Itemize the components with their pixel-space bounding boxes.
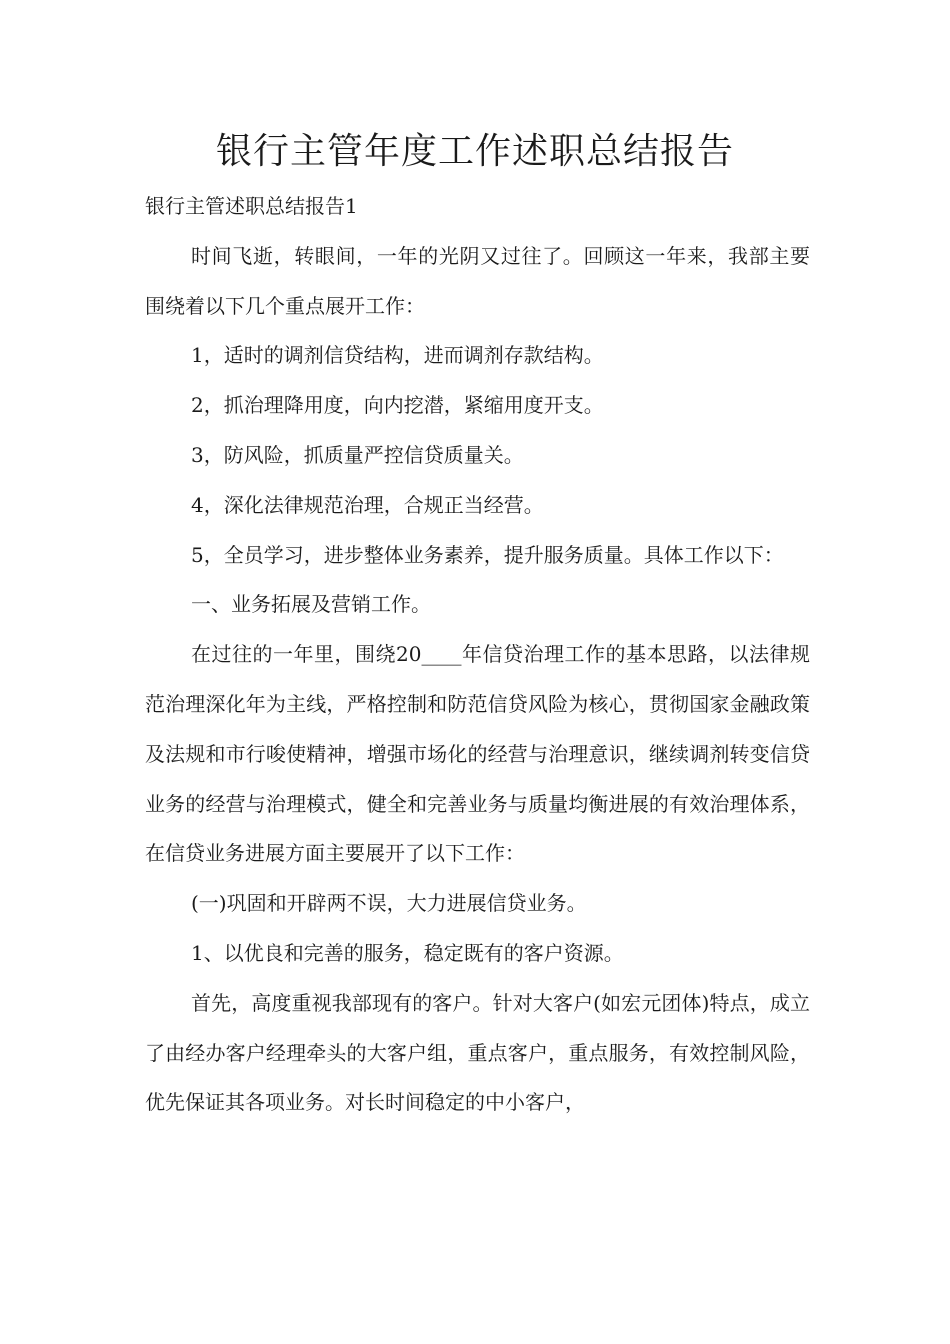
subsection-heading: (一)巩固和开辟两不误，大力进展信贷业务。 bbox=[191, 891, 587, 916]
paragraph: 首先，高度重视我部现有的客户。针对大客户(如宏元团体)特点，成立了由经办客户经理牵头的大客户组，重点客户，重点服务，有效控制风险，优先保证其各项业务。对长时间稳定的中小客户， bbox=[145, 990, 810, 1115]
document-body bbox=[145, 182, 810, 1128]
paragraph: 1，适时的调剂信贷结构，进而调剂存款结构。 bbox=[191, 343, 604, 368]
document-subtitle: 银行主管述职总结报告1 bbox=[145, 194, 358, 218]
paragraph: 1、以优良和完善的服务，稳定既有的客户资源。 bbox=[191, 940, 624, 965]
section-heading: 一、业务拓展及营销工作。 bbox=[191, 592, 431, 617]
paragraph: 4，深化法律规范治理，合规正当经营。 bbox=[191, 492, 544, 517]
document-title: 银行主管年度工作述职总结报告 bbox=[215, 131, 734, 172]
paragraph: 时间飞逝，转眼间，一年的光阴又过往了。回顾这一年来，我部主要围绕着以下几个重点展开工作： bbox=[145, 243, 810, 318]
paragraph: 2，抓治理降用度，向内挖潜，紧缩用度开支。 bbox=[191, 393, 604, 418]
paragraph: 5，全员学习，进步整体业务素养，提升服务质量。具体工作以下： bbox=[191, 542, 784, 567]
paragraph: 在过往的一年里，围绕20____年信贷治理工作的基本思路，以法律规范治理深化年为主线，严格控制和防范信贷风险为核心，贯彻国家金融政策及法规和市行唆使精神，增强市场化的经营与治理意识，继续调剂转变信贷业务的经营与治理模式，健全和完善业务与质量均衡进展的有效治理体系，在信贷业务进展方面主要展开了以下工作： bbox=[145, 642, 810, 866]
paragraph: 3，防风险，抓质量严控信贷质量关。 bbox=[191, 442, 524, 467]
